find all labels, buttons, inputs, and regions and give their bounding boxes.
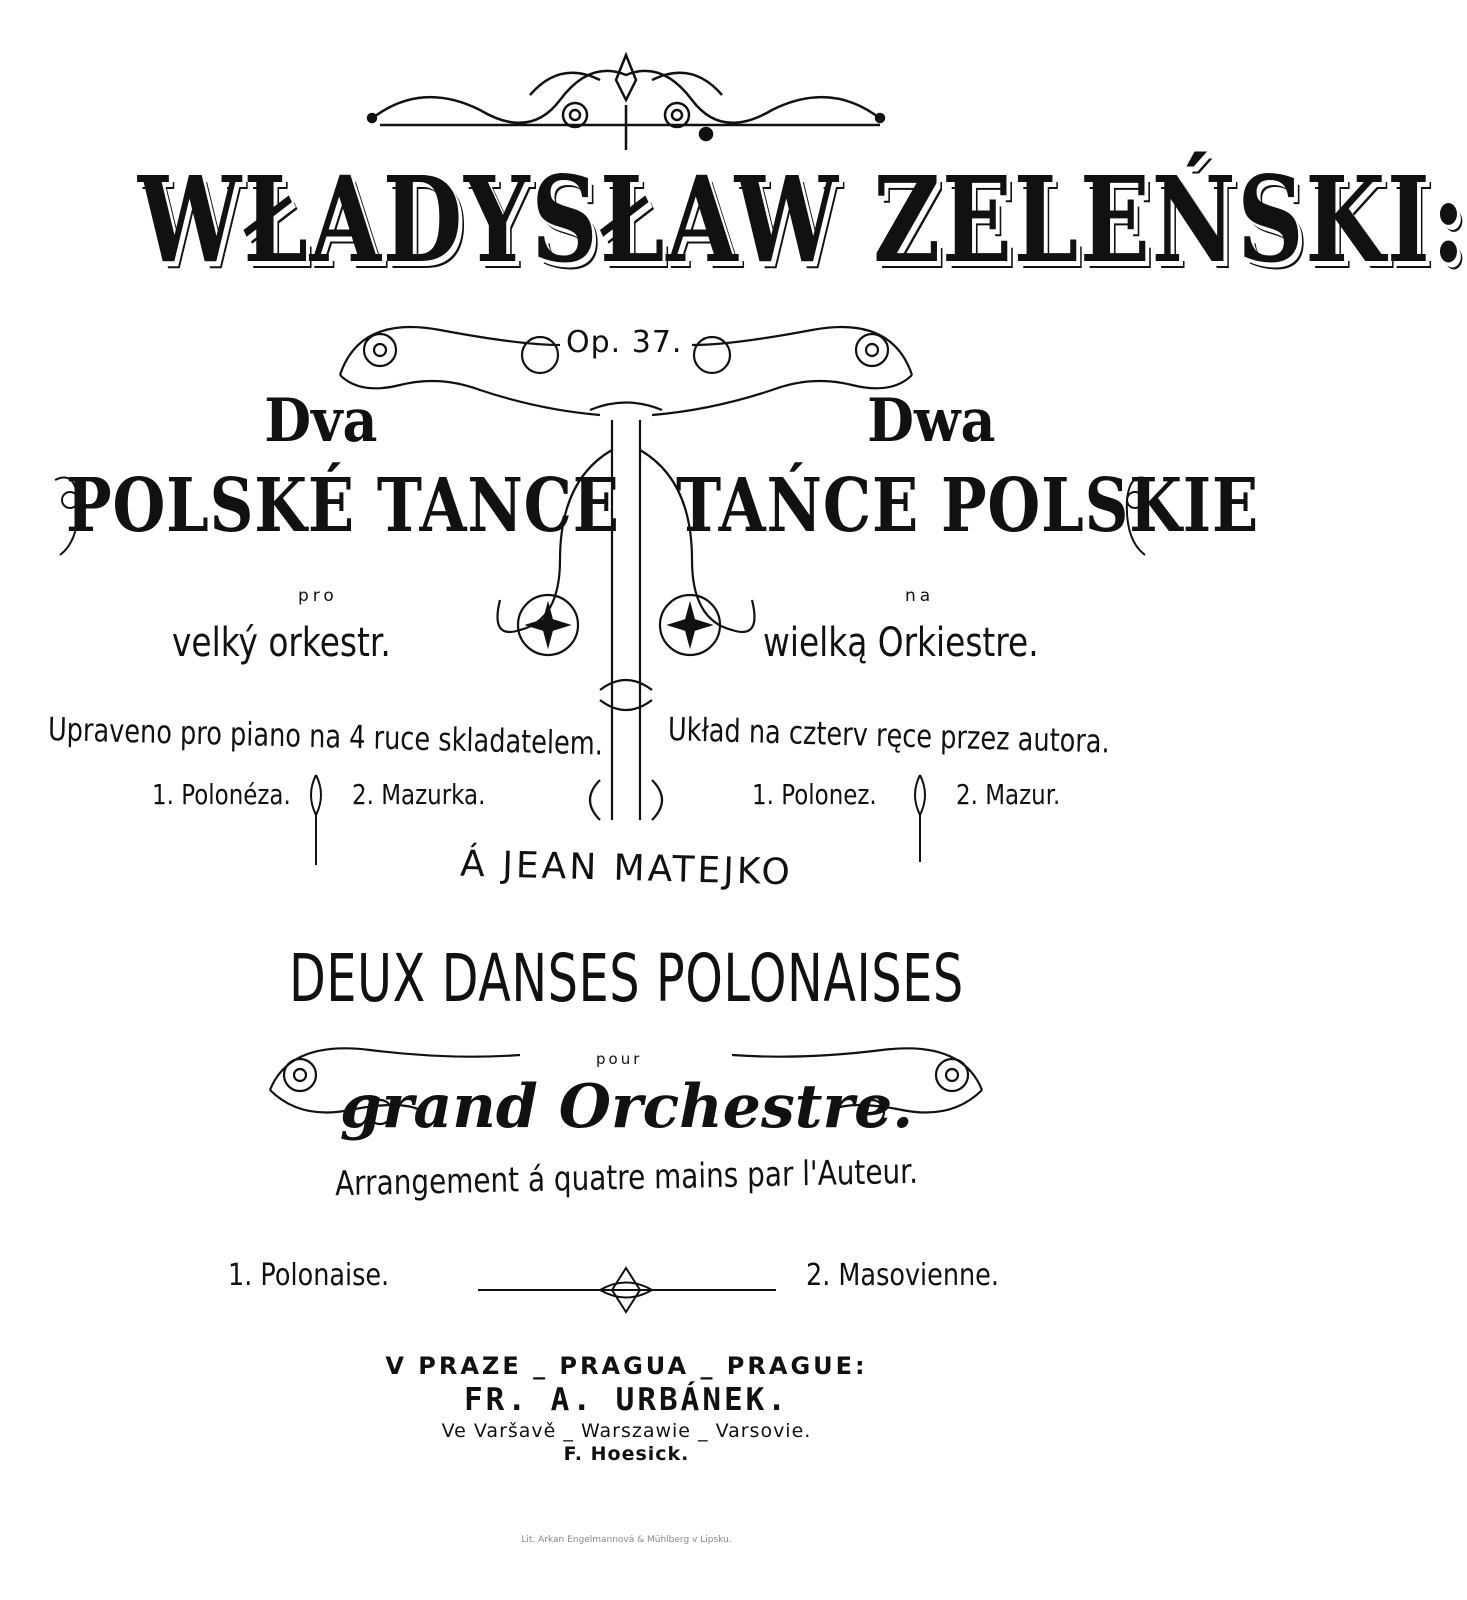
polish-part-2: 2. Mazur. bbox=[956, 778, 1061, 811]
polish-title: TAŃCE POLSKIE bbox=[676, 463, 1260, 549]
czech-arrangement: Upraveno pro piano na 4 ruce skladatelem. bbox=[47, 710, 604, 763]
french-part-2: 2. Masovienne. bbox=[806, 1258, 999, 1293]
czech-dva: Dva bbox=[264, 386, 378, 456]
french-pour: pour bbox=[596, 1050, 643, 1068]
polish-arrangement: Układ na czterv ręce przez autora. bbox=[667, 710, 1111, 761]
top-scroll-ornament bbox=[368, 55, 884, 150]
publisher-name-secondary: F. Hoesick. bbox=[563, 1443, 690, 1465]
printer-note: Lit. Arkan Engelmannová & Mühlberg v Lipsku. bbox=[521, 1535, 732, 1545]
czech-orchestra: velký orkestr. bbox=[172, 620, 391, 666]
publisher-city: V PRAZE _ PRAGUA _ PRAGUE: bbox=[385, 1352, 868, 1380]
bottom-star-ornament bbox=[478, 1268, 776, 1312]
polish-dwa: Dwa bbox=[867, 386, 996, 456]
french-arrangement: Arrangement á quatre mains par l'Auteur. bbox=[334, 1151, 919, 1205]
polish-orchestra: wielką Orkiestre. bbox=[763, 620, 1039, 666]
polish-na: na bbox=[905, 586, 935, 606]
french-part-1: 1. Polonaise. bbox=[228, 1258, 390, 1293]
polish-part-1: 1. Polonez. bbox=[752, 778, 877, 811]
czech-pro: pro bbox=[298, 586, 338, 606]
czech-title: POLSKÉ TANCE bbox=[66, 463, 620, 549]
opus-number: Op. 37. bbox=[566, 325, 683, 360]
publisher-city-secondary: Ve Varšavě _ Warszawie _ Varsovie. bbox=[441, 1420, 812, 1442]
czech-part-1: 1. Polonéza. bbox=[152, 778, 291, 811]
french-title: DEUX DANSES POLONAISES bbox=[289, 940, 964, 1017]
dedication: Á JEAN MATEJKO bbox=[459, 843, 794, 894]
czech-part-2: 2. Mazurka. bbox=[352, 778, 486, 811]
composer-name: WŁADYSŁAW ZELEŃSKI: bbox=[137, 150, 1467, 289]
french-orchestra: grand Orchestre. bbox=[339, 1072, 914, 1142]
publisher-name: FR. A. URBÁNEK. bbox=[464, 1382, 789, 1418]
